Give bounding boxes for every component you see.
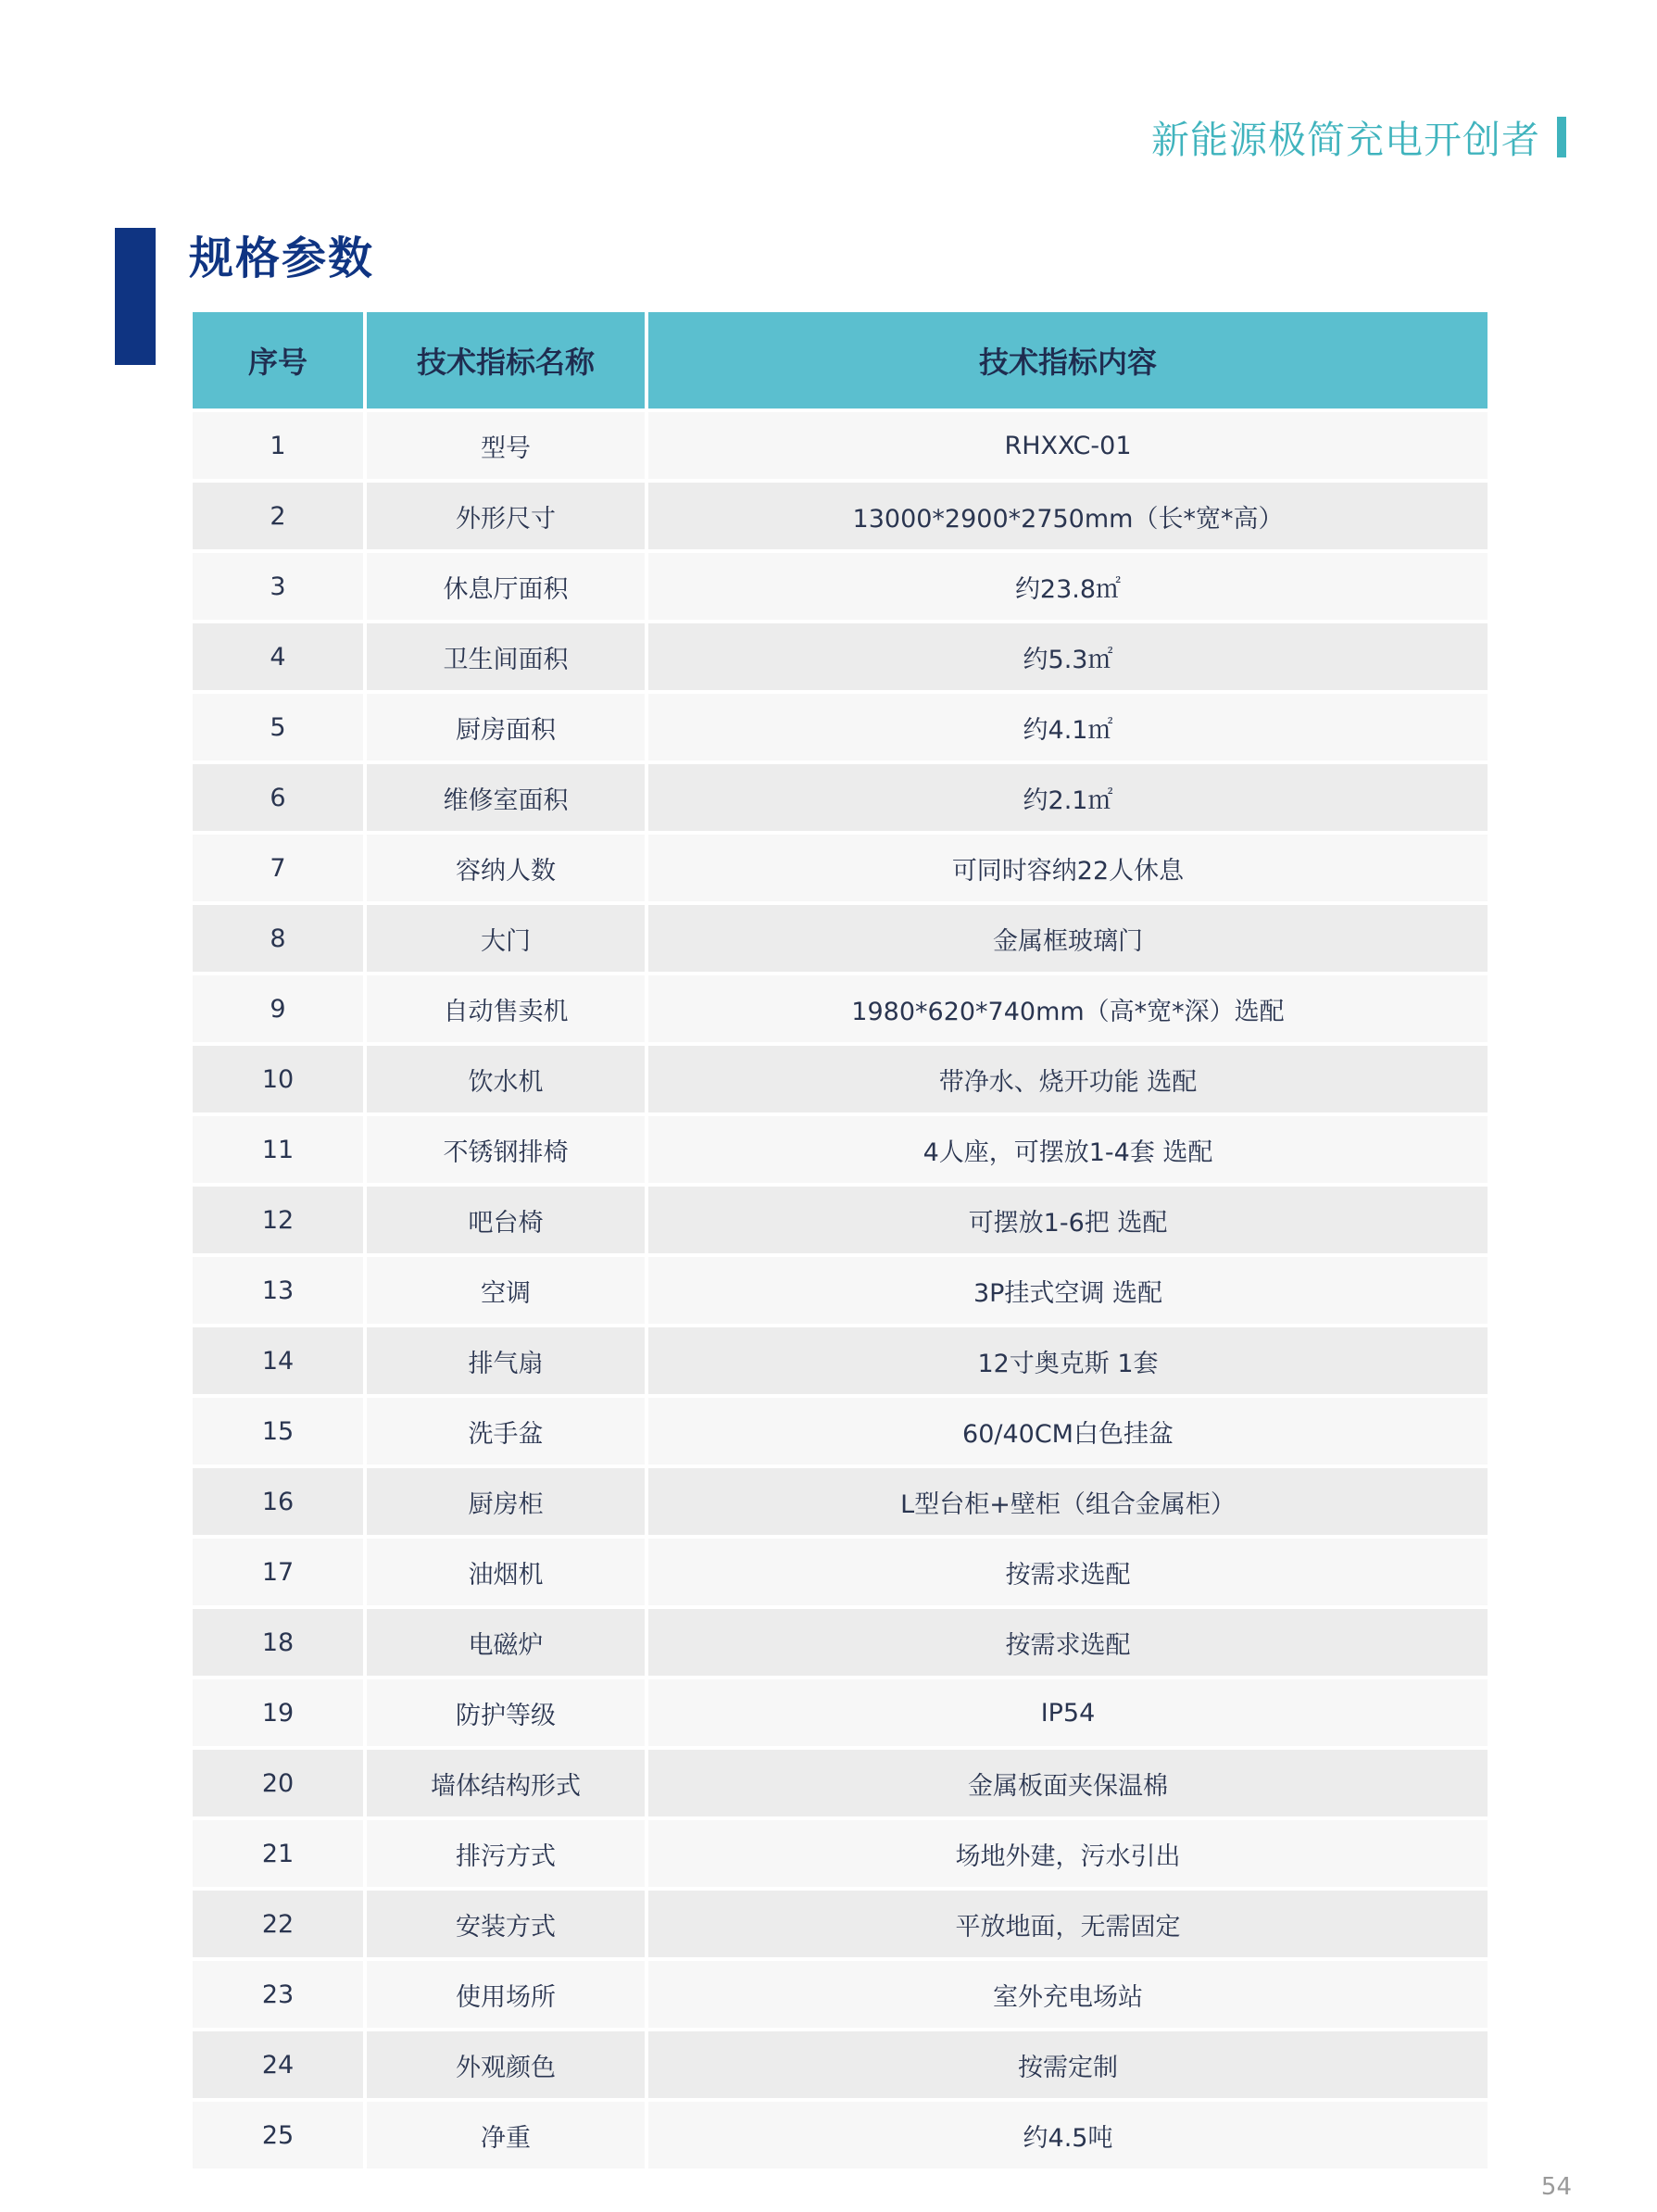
cell-no: 13 (193, 1255, 365, 1326)
table-row (193, 762, 1488, 833)
cell-name: 维修室面积 (365, 762, 646, 833)
header-row (193, 312, 1488, 410)
cell-name: 防护等级 (365, 1678, 646, 1748)
cell-value: 带净水、烧开功能 选配 (646, 1044, 1488, 1114)
table-row (193, 1044, 1488, 1114)
cell-name: 厨房面积 (365, 692, 646, 762)
cell-no: 4 (193, 622, 365, 692)
cell-no: 17 (193, 1537, 365, 1607)
cell-value: 场地外建，污水引出 (646, 1818, 1488, 1889)
cell-name: 排污方式 (365, 1818, 646, 1889)
table-row (193, 410, 1488, 481)
cell-name: 休息厅面积 (365, 551, 646, 622)
cell-no: 12 (193, 1185, 365, 1255)
table-row (193, 1607, 1488, 1678)
spec-table (193, 312, 1488, 2168)
table-row (193, 974, 1488, 1044)
section-title: 规格参数 (189, 233, 375, 284)
cell-no: 15 (193, 1396, 365, 1466)
cell-no: 6 (193, 762, 365, 833)
table-row (193, 1678, 1488, 1748)
cell-name: 吧台椅 (365, 1185, 646, 1255)
table-row (193, 1396, 1488, 1466)
cell-value: 1980*620*740mm（高*宽*深）选配 (646, 974, 1488, 1044)
brand-slogan: 新能源极简充电开创者 (1151, 118, 1540, 162)
cell-no: 3 (193, 551, 365, 622)
cell-name: 卫生间面积 (365, 622, 646, 692)
spec-table-header (193, 312, 1488, 410)
header-brand (1151, 109, 1566, 164)
table-row (193, 1185, 1488, 1255)
cell-value: 约4.1㎡ (646, 692, 1488, 762)
cell-no: 7 (193, 833, 365, 903)
cell-value: RHXXC-01 (646, 410, 1488, 481)
table-row (193, 1255, 1488, 1326)
cell-name: 容纳人数 (365, 833, 646, 903)
cell-value: 平放地面，无需固定 (646, 1889, 1488, 1959)
cell-value: 按需求选配 (646, 1537, 1488, 1607)
table-row (193, 1818, 1488, 1889)
cell-name: 饮水机 (365, 1044, 646, 1114)
table-row (193, 481, 1488, 551)
cell-no: 19 (193, 1678, 365, 1748)
table-row (193, 903, 1488, 974)
cell-value: L型台柜+壁柜（组合金属柜） (646, 1466, 1488, 1537)
cell-value: 金属框玻璃门 (646, 903, 1488, 974)
cell-no: 24 (193, 2030, 365, 2100)
cell-value: 约4.5吨 (646, 2100, 1488, 2168)
cell-value: 按需求选配 (646, 1607, 1488, 1678)
cell-value: 约23.8㎡ (646, 551, 1488, 622)
cell-name: 大门 (365, 903, 646, 974)
cell-no: 11 (193, 1114, 365, 1185)
table-row (193, 1959, 1488, 2030)
cell-name: 电磁炉 (365, 1607, 646, 1678)
cell-name: 外形尺寸 (365, 481, 646, 551)
table-row (193, 622, 1488, 692)
cell-no: 10 (193, 1044, 365, 1114)
cell-value: 可摆放1-6把 选配 (646, 1185, 1488, 1255)
section-accent-bar (115, 228, 156, 365)
cell-name: 油烟机 (365, 1537, 646, 1607)
cell-no: 25 (193, 2100, 365, 2168)
cell-name: 排气扇 (365, 1326, 646, 1396)
cell-value: 3P挂式空调 选配 (646, 1255, 1488, 1326)
cell-no: 20 (193, 1748, 365, 1818)
header-no: 序号 (193, 312, 365, 410)
cell-value: 金属板面夹保温棉 (646, 1748, 1488, 1818)
table-row (193, 1748, 1488, 1818)
table-row (193, 1114, 1488, 1185)
cell-name: 自动售卖机 (365, 974, 646, 1044)
cell-value: 可同时容纳22人休息 (646, 833, 1488, 903)
cell-value: 室外充电场站 (646, 1959, 1488, 2030)
table-row (193, 2100, 1488, 2168)
cell-no: 21 (193, 1818, 365, 1889)
cell-name: 不锈钢排椅 (365, 1114, 646, 1185)
page-number: 54 (1540, 2173, 1572, 2201)
cell-no: 5 (193, 692, 365, 762)
cell-value: 60/40CM白色挂盆 (646, 1396, 1488, 1466)
cell-name: 型号 (365, 410, 646, 481)
cell-name: 安装方式 (365, 1889, 646, 1959)
brand-accent-bar (1557, 117, 1566, 157)
cell-name: 空调 (365, 1255, 646, 1326)
cell-no: 2 (193, 481, 365, 551)
cell-no: 9 (193, 974, 365, 1044)
cell-value: 约2.1㎡ (646, 762, 1488, 833)
table-row (193, 1326, 1488, 1396)
spec-table-body (193, 410, 1488, 2168)
table-row (193, 2030, 1488, 2100)
table-row (193, 551, 1488, 622)
cell-value: 12寸奥克斯 1套 (646, 1326, 1488, 1396)
cell-value: 4人座，可摆放1-4套 选配 (646, 1114, 1488, 1185)
cell-value: IP54 (646, 1678, 1488, 1748)
cell-value: 按需定制 (646, 2030, 1488, 2100)
cell-value: 13000*2900*2750mm（长*宽*高） (646, 481, 1488, 551)
header-name: 技术指标名称 (365, 312, 646, 410)
table-row (193, 833, 1488, 903)
cell-no: 1 (193, 410, 365, 481)
table-row (193, 1889, 1488, 1959)
header-value: 技术指标内容 (646, 312, 1488, 410)
cell-name: 净重 (365, 2100, 646, 2168)
cell-name: 使用场所 (365, 1959, 646, 2030)
table-row (193, 1466, 1488, 1537)
table-row (193, 692, 1488, 762)
cell-name: 墙体结构形式 (365, 1748, 646, 1818)
cell-no: 22 (193, 1889, 365, 1959)
cell-no: 14 (193, 1326, 365, 1396)
cell-name: 外观颜色 (365, 2030, 646, 2100)
cell-name: 厨房柜 (365, 1466, 646, 1537)
cell-no: 8 (193, 903, 365, 974)
cell-no: 16 (193, 1466, 365, 1537)
cell-no: 23 (193, 1959, 365, 2030)
cell-name: 洗手盆 (365, 1396, 646, 1466)
cell-no: 18 (193, 1607, 365, 1678)
table-row (193, 1537, 1488, 1607)
cell-value: 约5.3㎡ (646, 622, 1488, 692)
